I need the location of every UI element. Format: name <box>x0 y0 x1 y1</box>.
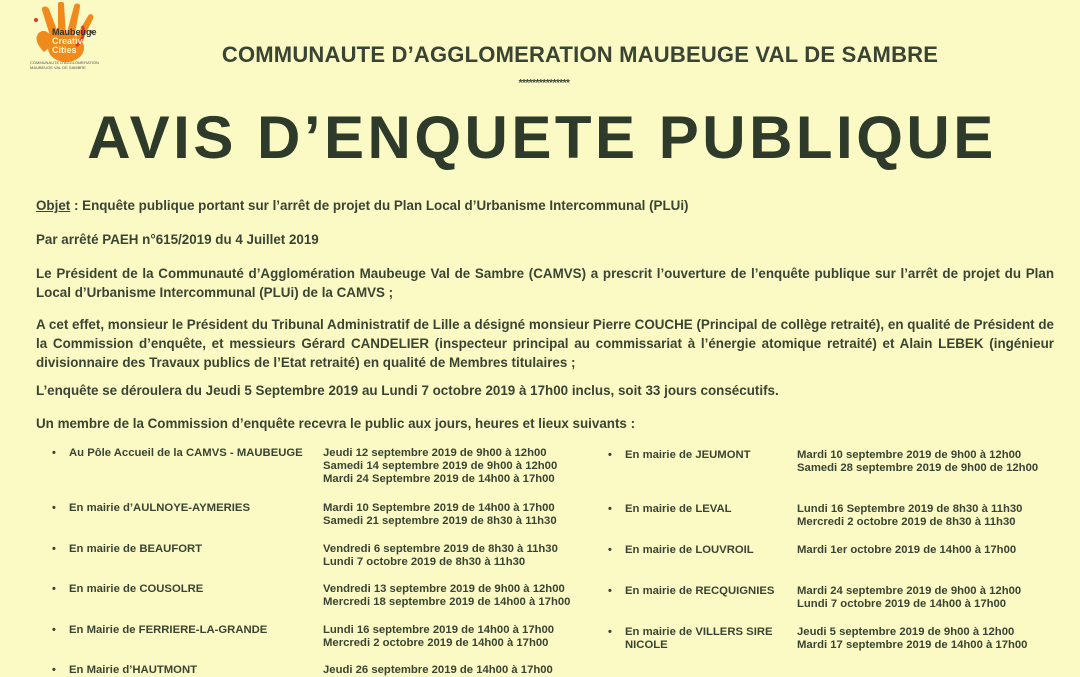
bullet-icon: • <box>52 502 56 514</box>
permanence-date: Jeudi 12 septembre 2019 de 9h00 à 12h00 <box>323 447 547 459</box>
bullet-icon: • <box>608 503 612 515</box>
permanence-date: Mardi 10 Septembre 2019 de 14h00 à 17h00 <box>323 502 555 514</box>
permanence-dates <box>797 626 1027 652</box>
bullet-icon: • <box>52 583 56 595</box>
bullet-icon: • <box>52 624 56 636</box>
permanence-place: Au Pôle Accueil de la CAMVS - MAUBEUGE <box>69 447 303 459</box>
permanence-date: Mardi 24 Septembre 2019 de 14h00 à 17h00 <box>323 473 555 485</box>
permanence-place: En mairie de LOUVROIL <box>625 544 754 556</box>
logo-line-1: Maubeuge <box>52 27 97 37</box>
objet-text: : Enquête publique portant sur l’arrêt de projet du Plan Local d’Urbanisme Intercommunal (PLUi) <box>70 198 689 213</box>
permanence-date: Lundi 16 septembre 2019 de 14h00 à 17h00 <box>323 624 555 636</box>
permanence-date: Lundi 7 octobre 2019 de 14h00 à 17h00 <box>797 598 1007 610</box>
permanence-dates <box>323 664 553 677</box>
duree-paragraph: L’enquête se déroulera du Jeudi 5 Septembre 2019 au Lundi 7 octobre 2019 à 17h00 inclus, soit 33 jours consécutifs. <box>36 383 779 398</box>
permanence-date: Jeudi 26 septembre 2019 de 14h00 à 17h00 <box>323 664 553 676</box>
permanence-dates <box>323 447 557 486</box>
permanence-date: Mardi 1er octobre 2019 de 14h00 à 17h00 <box>797 544 1017 556</box>
permanence-place: En Mairie d’HAUTMONT <box>69 664 198 676</box>
permanence-date: Lundi 7 octobre 2019 de 8h30 à 11h30 <box>323 556 526 568</box>
permanence-dates <box>797 544 1016 557</box>
commission-paragraph: A cet effet, monsieur le Président du Tribunal Administratif de Lille a désigné monsieur Pierre COUCHE (Principal de collège retraité), en qualité de Président de la Commission d’enquête, et messieurs Gérard CANDELIER (inspecteur principal au commissariat à l’énergie atomique retraité) et Alain LEBEK (ingénieur divisionnaire des Travaux publics de l’Etat retraité) en qualité de Membres titulaires ; <box>36 317 1054 370</box>
permanence-date: Samedi 28 septembre 2019 de 9h00 de 12h00 <box>797 462 1039 474</box>
logo-line-2: Creative <box>52 36 88 46</box>
logo-line-3: Cities <box>52 45 77 55</box>
permanence-dates <box>323 543 558 569</box>
bullet-icon: • <box>608 544 612 556</box>
permanence-dates <box>797 503 1022 529</box>
permanence-date: Vendredi 13 septembre 2019 de 9h00 à 12h00 <box>323 583 565 595</box>
logo-subtitle: COMMUNAUTE D'AGGLOMERATION MAUBEUGE VAL DE SAMBRE <box>30 60 99 70</box>
arrete-paragraph: Par arrêté PAEH n°615/2019 du 4 Juillet 2019 <box>36 232 319 247</box>
permanence-place: En mairie de JEUMONT <box>625 449 751 461</box>
bullet-icon: • <box>52 543 56 555</box>
bullet-icon: • <box>52 447 56 459</box>
permanence-place: En mairie de COUSOLRE <box>69 583 204 595</box>
bullet-icon: • <box>608 585 612 597</box>
permanence-place: En mairie de RECQUIGNIES <box>625 585 775 597</box>
bullet-icon: • <box>608 626 612 638</box>
permanence-date: Samedi 14 septembre 2019 de 9h00 à 12h00 <box>323 460 558 472</box>
permanence-date: Mercredi 2 octobre 2019 de 14h00 à 17h00 <box>323 637 549 649</box>
objet-label: Objet <box>36 198 71 213</box>
objet-paragraph <box>36 196 1054 215</box>
permanence-date: Mardi 24 septembre 2019 de 9h00 à 12h00 <box>797 585 1022 597</box>
permanence-date: Mercredi 2 octobre 2019 de 8h30 à 11h30 <box>797 516 1016 528</box>
permanence-date: Mercredi 18 septembre 2019 de 14h00 à 17h00 <box>323 596 571 608</box>
bullet-icon: • <box>52 664 56 676</box>
bullet-icon: • <box>608 449 612 461</box>
permanence-date: Samedi 21 septembre 2019 de 8h30 à 11h30 <box>323 515 557 527</box>
permanence-dates <box>323 583 570 609</box>
organization-title: COMMUNAUTE D’AGGLOMERATION MAUBEUGE VAL DE SAMBRE <box>221 42 939 67</box>
permanence-place: En mairie de VILLERS SIRE NICOLE <box>625 626 773 651</box>
permanence-place: En mairie de BEAUFORT <box>69 543 203 555</box>
permanence-dates <box>323 624 554 650</box>
list-intro-paragraph: Un membre de la Commission d’enquête recevra le public aux jours, heures et lieux suivants : <box>36 416 636 431</box>
separator-stars: *************** <box>518 78 570 89</box>
permanence-place: En mairie de LEVAL <box>625 503 732 515</box>
permanence-dates <box>323 502 557 528</box>
permanence-date: Mardi 17 septembre 2019 de 14h00 à 17h00 <box>797 639 1028 651</box>
permanence-date: Jeudi 5 septembre 2019 de 9h00 à 12h00 <box>797 626 1015 638</box>
permanence-date: Vendredi 6 septembre 2019 de 8h30 à 11h30 <box>323 543 558 555</box>
permanence-date: Mardi 10 septembre 2019 de 9h00 à 12h00 <box>797 449 1022 461</box>
permanence-place: En mairie d’AULNOYE-AYMERIES <box>69 502 250 514</box>
page-title: AVIS D’ENQUETE PUBLIQUE <box>87 104 997 171</box>
permanence-place: En Mairie de FERRIERE-LA-GRANDE <box>69 624 268 636</box>
permanence-dates <box>797 585 1021 611</box>
permanence-dates <box>797 449 1038 475</box>
permanence-date: Lundi 16 Septembre 2019 de 8h30 à 11h30 <box>797 503 1023 515</box>
president-paragraph: Le Président de la Communauté d’Agglomération Maubeuge Val de Sambre (CAMVS) a prescrit l’ouverture de l’enquête publique sur l’arrêt de projet du Plan Local d’Urbanisme Intercommunal (PLUi) de la CAMVS ; <box>36 266 1054 300</box>
